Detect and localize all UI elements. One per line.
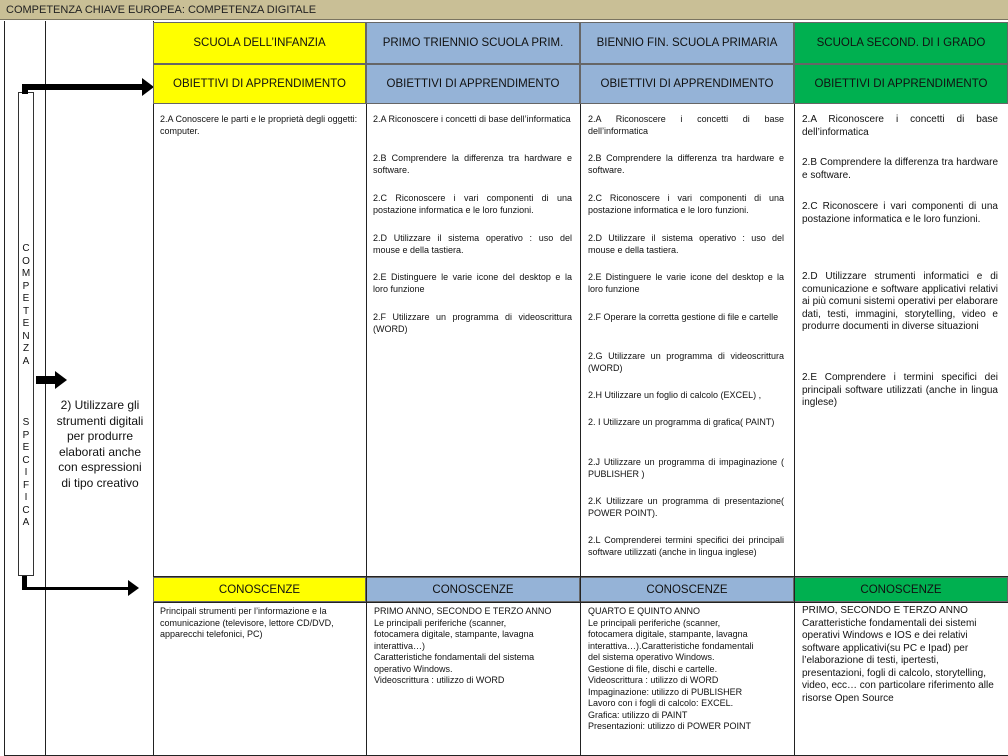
secondaria-objective-2c: 2.C Riconoscere i vari componenti di una postazione informatica e le loro funzioni. [802, 201, 998, 225]
primo-objective-2a: 2.A Riconoscere i concetti di base dell’informatica [373, 114, 571, 124]
grid-line [153, 21, 154, 756]
secondaria-conoscenze-text: Caratteristiche fondamentali dei sistemi operativi Windows e IOS e dei relativi software applicativi(su PC e Ipad) per l’elaborazione di testi, ipertesti, presentazioni, fogli di calcolo, storytelling, video, ecc… con particolare riferimento alle risorse Open Source [802, 617, 994, 704]
grid-line [153, 602, 1008, 603]
infanzia-conoscenze-text: Principali strumenti per l’informazione e la comunicazione (televisore, lettore CD/DVD, apparecchi telefonici, PC) [160, 606, 334, 639]
header-secondaria: SCUOLA SECOND. DI I GRADO [794, 22, 1008, 64]
primo-objective-2e: 2.E Distinguere le varie icone del desktop e la loro funzione [373, 272, 572, 294]
obiettivi-primo-triennio: OBIETTIVI DI APPRENDIMENTO [366, 64, 580, 104]
secondaria-objective-2a: 2.A Riconoscere i concetti di base dell’informatica [802, 114, 998, 138]
primo-conoscenze-line: fotocamera digitale, stampante, lavagna [374, 629, 534, 639]
header-primo-triennio: PRIMO TRIENNIO SCUOLA PRIM. [366, 22, 580, 64]
biennio-objective-2l: 2.L Comprenderei termini specifici dei principali software utilizzati (anche in lingua inglese) [588, 535, 784, 557]
biennio-objective-2b: 2.B Comprendere la differenza tra hardware e software. [588, 153, 784, 175]
conoscenze-primo-triennio: CONOSCENZE [366, 577, 580, 602]
header-infanzia: SCUOLA DELL’INFANZIA [153, 22, 366, 64]
primo-conoscenze-line: Caratteristiche fondamentali del sistema [374, 652, 535, 662]
grid-line [45, 21, 46, 756]
secondaria-conoscenze-title: PRIMO, SECONDO E TERZO ANNO [802, 605, 968, 616]
grid-line [4, 21, 5, 756]
secondaria-objective-2d: 2.D Utilizzare strumenti informatici e di comunicazione e software applicativi relativi ai più comuni sistemi operativi per elaborare dati, testi, immagini, storytelling, video e produrre documenti in diverse situazioni [802, 271, 998, 332]
arrow-mid-head-icon [55, 371, 67, 389]
biennio-conoscenze-line: fotocamera digitale, stampante, lavagna [588, 629, 748, 639]
biennio-objective-2j: 2.J Utilizzare un programma di impaginazione ( PUBLISHER ) [588, 457, 784, 479]
conoscenze-secondaria: CONOSCENZE [794, 577, 1008, 602]
biennio-conoscenze-line: Gestione di file, dischi e cartelle. [588, 663, 718, 674]
biennio-conoscenze-line: Videoscrittura : utilizzo di WORD [588, 675, 719, 685]
arrow-top-shaft [22, 84, 144, 90]
biennio-objective-2i: 2. I Utilizzare un programma di grafica( PAINT) [588, 417, 775, 427]
competenza-text: 2) Utilizzare gli strumenti digitali per produrre elaborati anche con espressioni di tipo creativo [56, 398, 144, 490]
primo-conoscenze-title: PRIMO ANNO, SECONDO E TERZO ANNO [374, 606, 552, 616]
secondaria-objective-2e: 2.E Comprendere i termini specifici dei principali software utilizzati (anche in lingua inglese) [802, 372, 998, 408]
biennio-conoscenze-title: QUARTO E QUINTO ANNO [588, 606, 701, 616]
arrow-bottom-head-icon [128, 580, 139, 596]
biennio-conoscenze [586, 606, 792, 733]
biennio-objective-2f: 2.F Operare la corretta gestione di file e cartelle [588, 312, 779, 322]
biennio-conoscenze-line: Lavoro con i fogli di calcolo: EXCEL. [588, 698, 734, 708]
biennio-conoscenze-line: interattiva…).Caratteristiche fondamentali [588, 640, 754, 651]
biennio-objective-2g: 2.G Utilizzare un programma di videoscrittura (WORD) [588, 351, 784, 373]
header-biennio: BIENNIO FIN. SCUOLA PRIMARIA [580, 22, 794, 64]
arrow-bottom-shaft [22, 587, 130, 590]
biennio-objective-2d: 2.D Utilizzare il sistema operativo : uso del mouse e della tastiera. [588, 233, 784, 255]
secondaria-objective-2b: 2.B Comprendere la differenza tra hardware e software. [802, 157, 998, 181]
secondaria-conoscenze [800, 605, 1004, 705]
specifica-vertical-label: S P E C I F I C A [22, 417, 30, 528]
competenza-vertical-label: C O M P E T E N Z A [21, 243, 31, 367]
biennio-objective-2h: 2.H Utilizzare un foglio di calcolo (EXCEL) , [588, 390, 762, 400]
biennio-conoscenze-line: Impaginazione: utilizzo di PUBLISHER [588, 686, 743, 697]
biennio-conoscenze-line: Presentazioni: utilizzo di POWER POINT [588, 721, 752, 731]
biennio-objective-2c: 2.C Riconoscere i vari componenti di una postazione informatica e le loro funzioni. [588, 193, 784, 215]
grid-line [366, 104, 367, 756]
conoscenze-infanzia: CONOSCENZE [153, 577, 366, 602]
obiettivi-infanzia: OBIETTIVI DI APPRENDIMENTO [153, 64, 366, 104]
arrow-mid-shaft [36, 376, 56, 384]
obiettivi-biennio: OBIETTIVI DI APPRENDIMENTO [580, 64, 794, 104]
page-title: COMPETENZA CHIAVE EUROPEA: COMPETENZA DIGITALE [0, 0, 1008, 20]
grid-line [794, 104, 795, 756]
conoscenze-biennio: CONOSCENZE [580, 577, 794, 602]
biennio-conoscenze-line: Grafica: utilizzo di PAINT [588, 709, 688, 720]
grid-line [580, 104, 581, 756]
primo-conoscenze-line: Videoscrittura : utilizzo di WORD [374, 675, 505, 685]
primo-objective-2d: 2.D Utilizzare il sistema operativo : uso del mouse e della tastiera. [373, 233, 572, 255]
biennio-conoscenze-line: del sistema operativo Windows. [588, 652, 715, 662]
infanzia-objective: 2.A Conoscere le parti e le proprietà degli oggetti: computer. [160, 114, 358, 136]
obiettivi-secondaria: OBIETTIVI DI APPRENDIMENTO [794, 64, 1008, 104]
primo-conoscenze-line: interattiva…) [374, 640, 426, 651]
grid-line [153, 576, 1008, 577]
primo-objective-2b: 2.B Comprendere la differenza tra hardware e software. [373, 153, 572, 175]
biennio-objective-2k: 2.K Utilizzare un programma di presentazione( POWER POINT). [588, 496, 784, 518]
primo-conoscenze-line: operativo Windows. [374, 663, 453, 674]
biennio-objective-2a: 2.A Riconoscere i concetti di base dell’informatica [588, 114, 784, 136]
biennio-objective-2e: 2.E Distinguere le varie icone del desktop e la loro funzione [588, 272, 784, 294]
primo-objective-2c: 2.C Riconoscere i vari componenti di una postazione informatica e le loro funzioni. [373, 193, 572, 215]
primo-conoscenze-line: Le principali periferiche (scanner, [374, 617, 507, 628]
biennio-conoscenze-line: Le principali periferiche (scanner, [588, 617, 721, 628]
primo-objective-2f: 2.F Utilizzare un programma di videoscrittura (WORD) [373, 312, 572, 334]
primo-conoscenze [372, 606, 578, 687]
